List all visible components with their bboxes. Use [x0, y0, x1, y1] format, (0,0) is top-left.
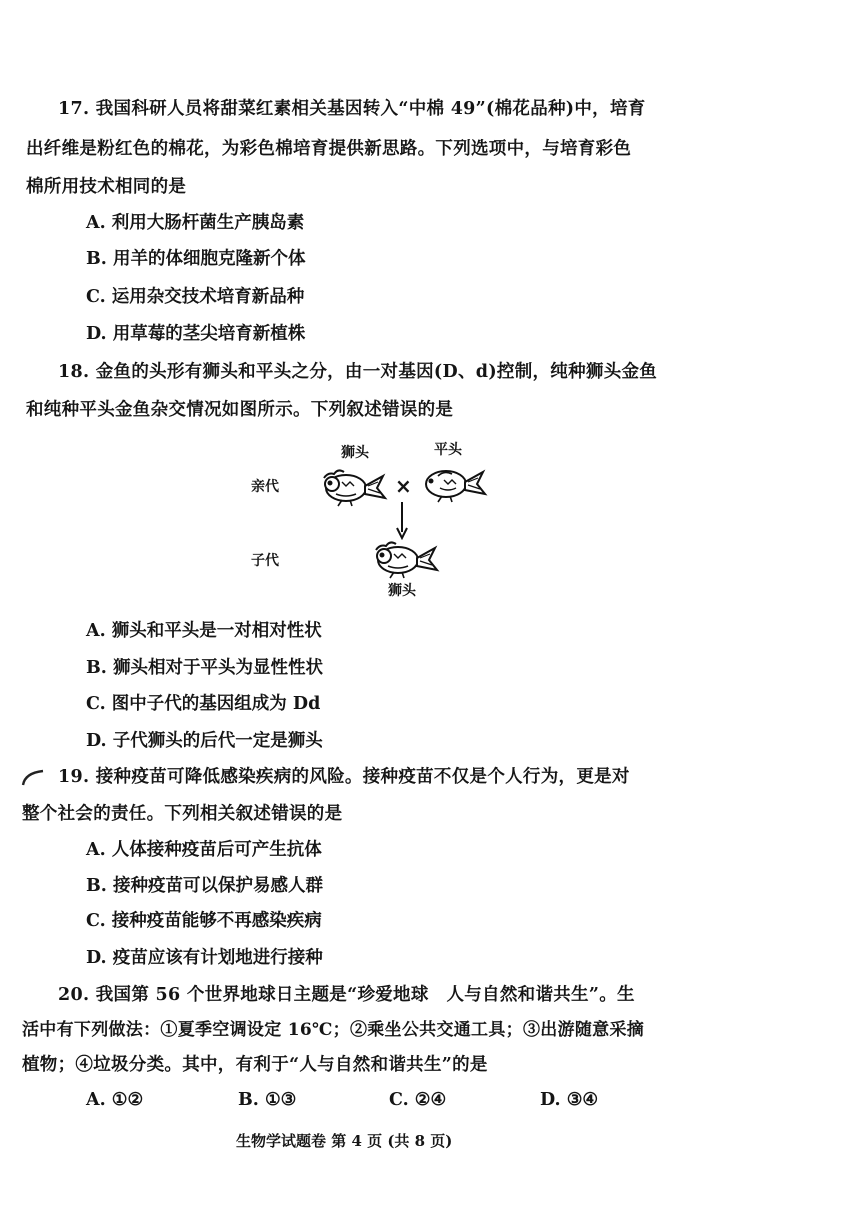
q17-option-a: A. 利用大肠杆菌生产胰岛素 — [86, 213, 305, 233]
fish-label-lionhead-offspring: 狮头 — [388, 583, 416, 599]
q18-option-c: C. 图中子代的基因组成为 Dd — [86, 694, 321, 714]
q19-option-c: C. 接种疫苗能够不再感染疾病 — [86, 911, 322, 931]
q20-option-c: C. ②④ — [389, 1090, 447, 1110]
q19-stem-line-2: 整个社会的责任。下列相关叙述错误的是 — [22, 804, 343, 824]
q20-option-d: D. ③④ — [540, 1090, 599, 1110]
q17-stem-line-1: 17. 我国科研人员将甜菜红素相关基因转入“中棉 49”(棉花品种)中，培育 — [58, 99, 646, 119]
q18-option-a: A. 狮头和平头是一对相对性状 — [86, 621, 322, 641]
q19-stem-line-1: 19. 接种疫苗可降低感染疾病的风险。接种疫苗不仅是个人行为，更是对 — [58, 767, 630, 787]
lionhead-offspring-goldfish-icon — [370, 538, 440, 580]
pen-mark-icon — [20, 766, 46, 788]
fish-label-flathead-parent: 平头 — [434, 442, 462, 458]
parent-generation-label: 亲代 — [251, 479, 279, 495]
q17-option-d: D. 用草莓的茎尖培育新植株 — [86, 324, 306, 344]
q18-stem-line-1: 18. 金鱼的头形有狮头和平头之分，由一对基因(D、d)控制，纯种狮头金鱼 — [58, 362, 658, 382]
q19-option-a: A. 人体接种疫苗后可产生抗体 — [86, 840, 322, 860]
q20-option-b: B. ①③ — [238, 1090, 297, 1110]
lionhead-goldfish-icon — [318, 466, 388, 508]
inheritance-arrow-icon — [396, 500, 408, 540]
offspring-generation-label: 子代 — [251, 553, 279, 569]
q17-stem-line-3: 棉所用技术相同的是 — [26, 177, 187, 197]
q18-option-b: B. 狮头相对于平头为显性性状 — [86, 658, 323, 678]
flathead-goldfish-icon — [418, 462, 488, 504]
q17-option-b: B. 用羊的体细胞克隆新个体 — [86, 249, 306, 269]
cross-symbol: × — [395, 474, 412, 498]
q18-stem-line-2: 和纯种平头金鱼杂交情况如图所示。下列叙述错误的是 — [26, 400, 454, 420]
q20-option-a: A. ①② — [86, 1090, 144, 1110]
q17-option-c: C. 运用杂交技术培育新品种 — [86, 287, 305, 307]
q17-stem-line-2: 出纤维是粉红色的棉花，为彩色棉培育提供新思路。下列选项中，与培育彩色 — [26, 139, 632, 159]
q20-stem-line-3: 植物；④垃圾分类。其中，有利于“人与自然和谐共生”的是 — [22, 1055, 488, 1075]
q19-option-d: D. 疫苗应该有计划地进行接种 — [86, 948, 323, 968]
fish-label-lionhead-parent: 狮头 — [341, 445, 369, 461]
page-footer: 生物学试题卷 第 4 页 (共 8 页) — [236, 1132, 453, 1150]
q20-stem-line-2: 活中有下列做法：①夏季空调设定 16℃；②乘坐公共交通工具；③出游随意采摘 — [22, 1020, 645, 1040]
q18-option-d: D. 子代狮头的后代一定是狮头 — [86, 731, 323, 751]
q19-option-b: B. 接种疫苗可以保护易感人群 — [86, 876, 323, 896]
q20-stem-line-1: 20. 我国第 56 个世界地球日主题是“珍爱地球 人与自然和谐共生”。生 — [58, 985, 635, 1005]
